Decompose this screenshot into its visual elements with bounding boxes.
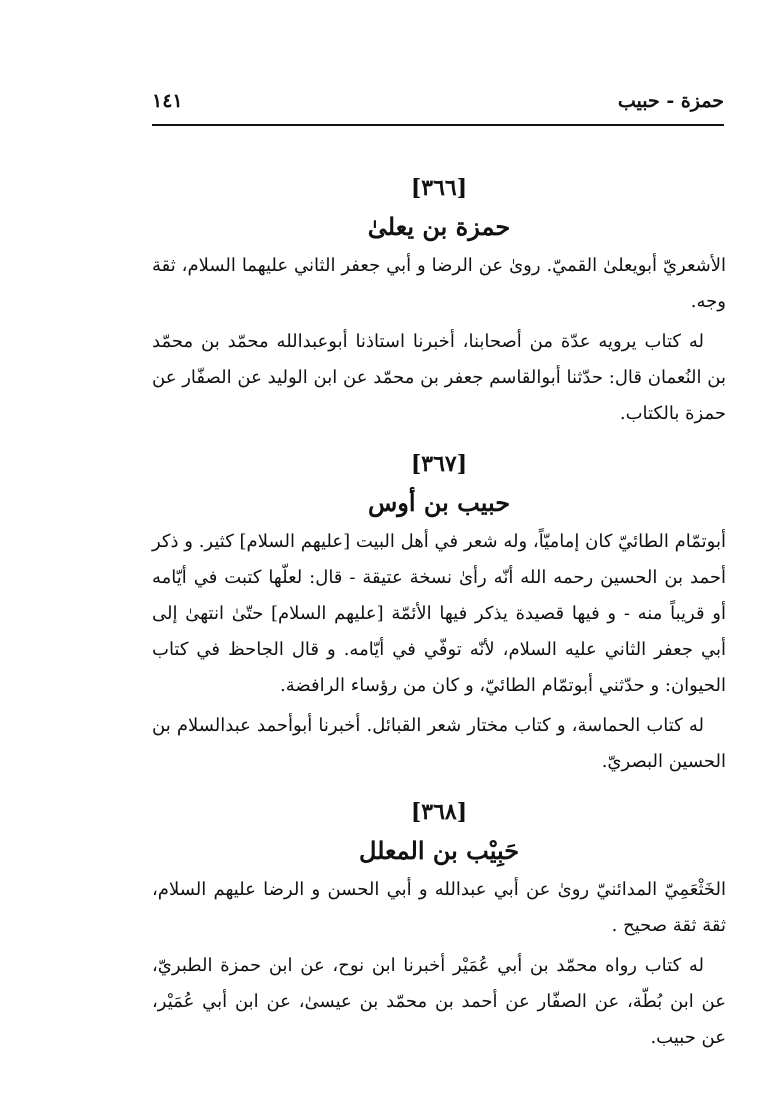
entry-paragraph: له كتاب الحماسة، و كتاب مختار شعر القبائل. أخبرنا أبوأحمد عبدالسلام بن الحسين البصريّ. <box>152 715 726 772</box>
running-title: حمزة - حبيب <box>617 90 724 112</box>
entry-367 <box>152 446 726 780</box>
entry-paragraph: أبوتمّام الطائيّ كان إماميّاً، وله شعر في أهل البيت [عليهم السلام] كثير. و ذكر أحمد بن الحسين رحمه الله أنّه رأىٰ نسخة عتيقة - قال: لعلّها كتبت في أيّامه أو قريباً منه - و فيها قصيدة يذكر فيها الأئمّة [عليهم السلام] حتّىٰ انتهىٰ إلى أبي جعفر الثاني عليه السلام، لأنّه توفّي في أيّامه. و قال الجاحظ في كتاب الحيوان: و حدّثني أبوتمّام الطائيّ، و كان من رؤساء الرافضة. <box>152 531 726 696</box>
entry-paragraph: الخَثْعَمِيّ المدائنيّ روىٰ عن أبي عبدالله و أبي الحسن و الرضا عليهم السلام، ثقة ثقة صحيح . <box>152 879 726 936</box>
entry-paragraph: الأشعريّ أبويعلىٰ القميّ. روىٰ عن الرضا و أبي جعفر الثاني عليهما السلام، ثقة وجه. <box>152 255 726 312</box>
entry-number: [٣٦٦] <box>410 175 468 201</box>
entry-name: حَبِيْب بن المعلل <box>358 836 520 865</box>
entry-366 <box>152 170 726 432</box>
page-number: ١٤١ <box>152 90 183 112</box>
entry-paragraph: له كتاب رواه محمّد بن أبي عُمَيْر أخبرنا ابن نوح، عن ابن حمزة الطبريّ، عن ابن بُطّة، عن الصفّار عن أحمد بن محمّد بن عيسىٰ، عن ابن أبي عُمَيْر، عن حبيب. <box>152 955 726 1048</box>
entry-number: [٣٦٨] <box>410 799 468 825</box>
page-body <box>152 160 726 1060</box>
entry-number: [٣٦٧] <box>410 451 468 477</box>
entry-368 <box>152 794 726 1056</box>
entry-paragraph: له كتاب يرويه عدّة من أصحابنا، أخبرنا استاذنا أبوعبدالله محمّد بن محمّد بن النُعمان قال: حدّثنا أبوالقاسم جعفر بن محمّد عن ابن الوليد عن الصفّار عن حمزة بالكتاب. <box>152 331 726 424</box>
entry-name: حبيب بن أوس <box>367 488 511 517</box>
header-rule <box>152 124 724 126</box>
entry-name: حمزة بن يعلىٰ <box>367 212 511 241</box>
page-header <box>152 84 724 124</box>
